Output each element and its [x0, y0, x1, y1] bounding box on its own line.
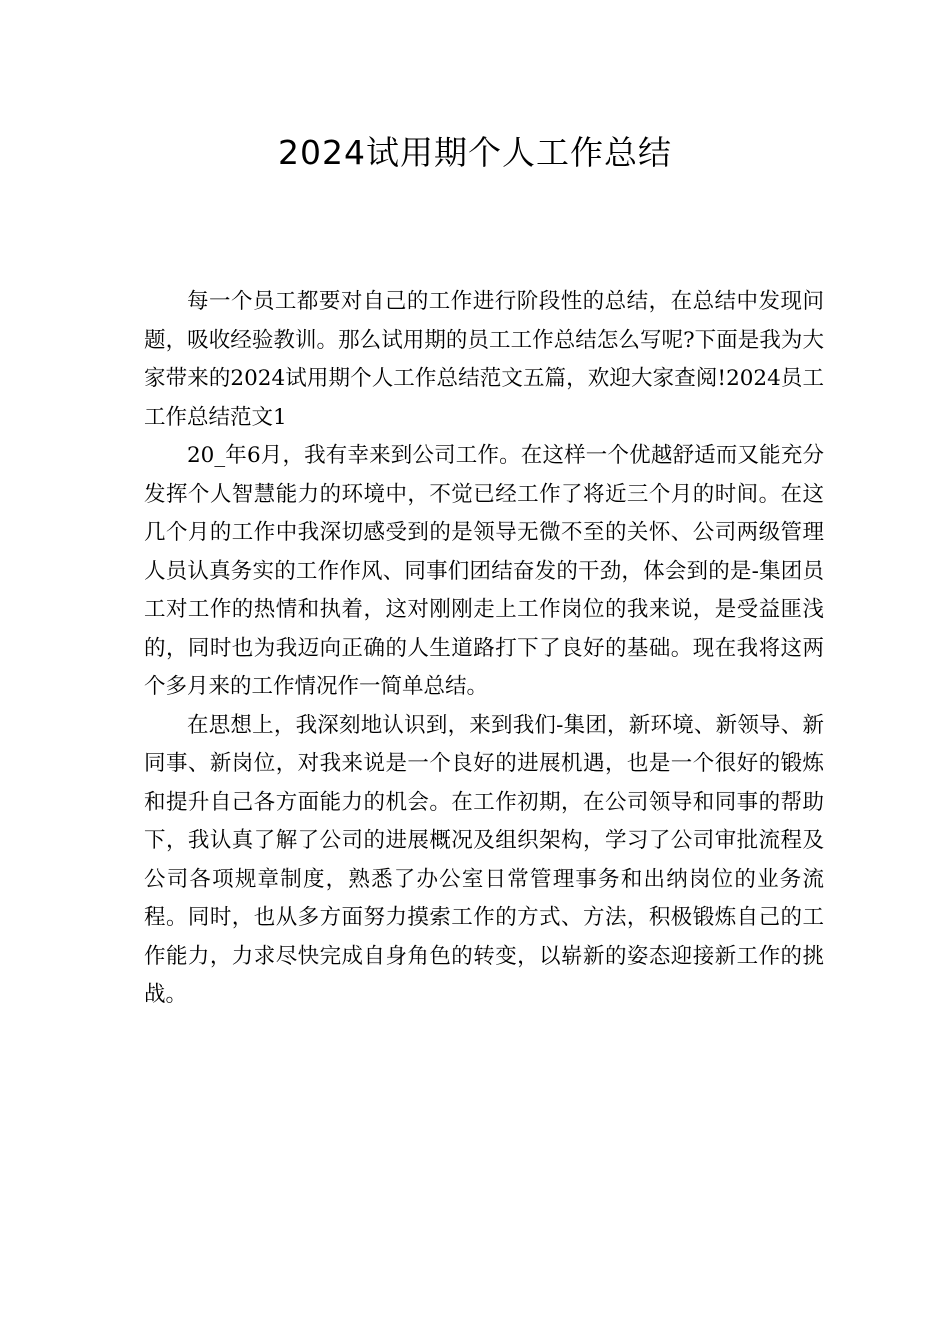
document-title: 2024试用期个人工作总结	[278, 133, 672, 172]
paragraph-intro: 每一个员工都要对自己的工作进行阶段性的总结，在总结中发现问题，吸收经验教训。那么试用期的员工工作总结怎么写呢?下面是我为大家带来的2024试用期个人工作总结范文五篇，欢迎大家查阅!2024员工工作总结范文1	[144, 289, 824, 430]
paragraph-arrival: 20_年6月，我有幸来到公司工作。在这样一个优越舒适而又能充分发挥个人智慧能力的环境中，不觉已经工作了将近三个月的时间。在这几个月的工作中我深切感受到的是领导无微不至的关怀、公司两级管理人员认真务实的工作作风、同事们团结奋发的干劲，体会到的是-集团员工对工作的热情和执着，这对刚刚走上工作岗位的我来说，是受益匪浅的，同时也为我迈向正确的人生道路打下了良好的基础。现在我将这两个多月来的工作情况作一简单总结。	[144, 443, 824, 699]
document-body	[144, 283, 824, 1015]
paragraph-thoughts: 在思想上，我深刻地认识到，来到我们-集团，新环境、新领导、新同事、新岗位，对我来说是一个良好的进展机遇，也是一个很好的锻炼和提升自己各方面能力的机会。在工作初期，在公司领导和同事的帮助下，我认真了解了公司的进展概况及组织架构，学习了公司审批流程及公司各项规章制度，熟悉了办公室日常管理事务和出纳岗位的业务流程。同时，也从多方面努力摸索工作的方式、方法，积极锻炼自己的工作能力，力求尽快完成自身角色的转变，以崭新的姿态迎接新工作的挑战。	[144, 712, 824, 1007]
